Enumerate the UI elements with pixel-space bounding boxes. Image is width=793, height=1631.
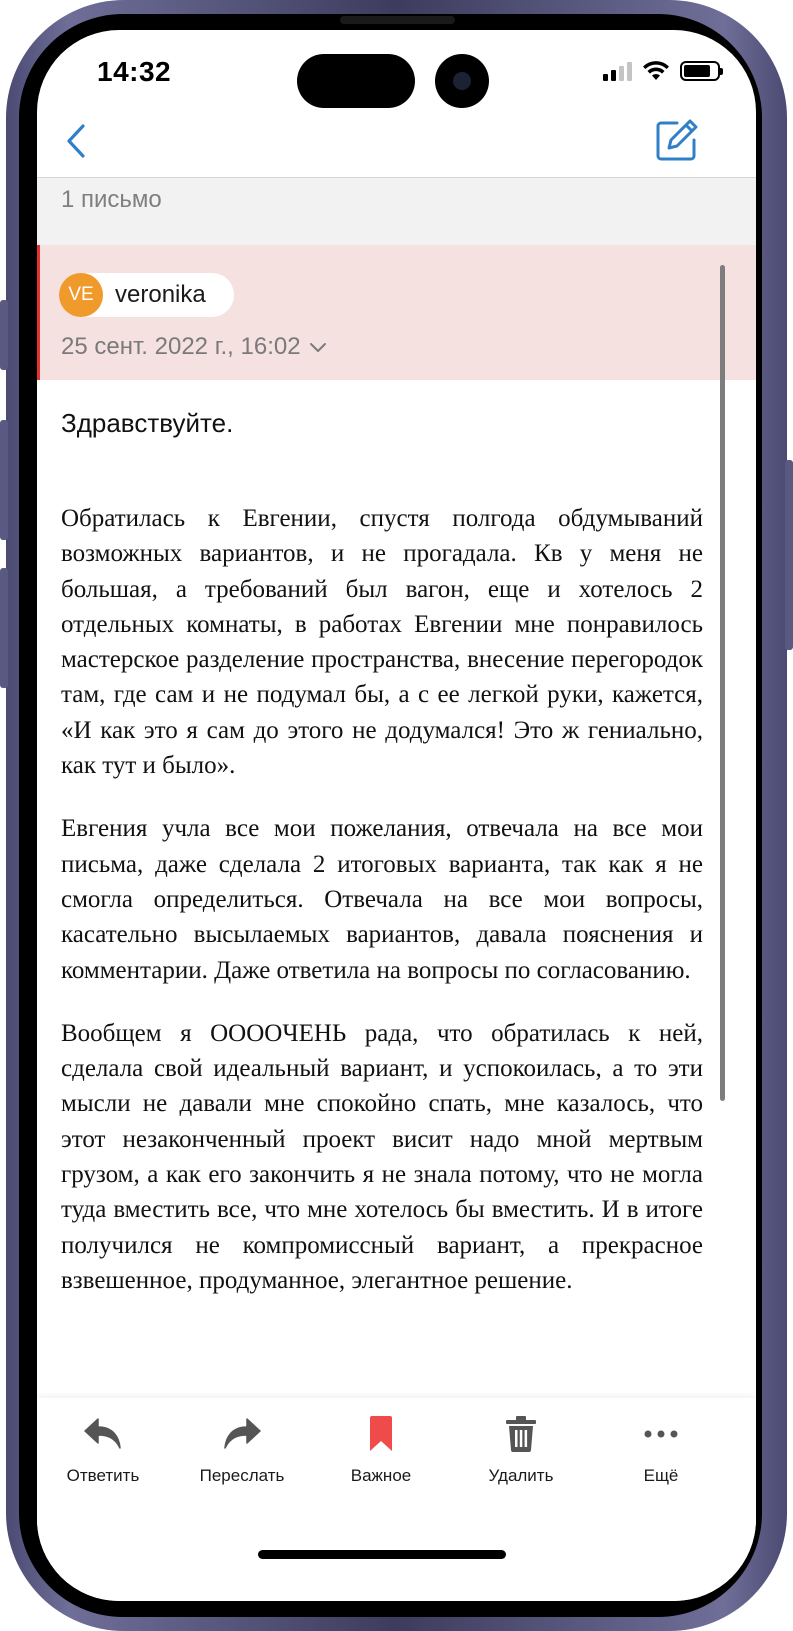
compose-icon xyxy=(655,118,699,162)
chevron-left-icon xyxy=(61,118,91,164)
front-camera xyxy=(435,54,489,108)
more-label: Ещё xyxy=(643,1466,679,1485)
action-button xyxy=(0,300,8,370)
reply-icon xyxy=(83,1417,123,1451)
delete-button[interactable] xyxy=(451,1412,591,1486)
body-paragraph: Вообщем я ОООOЧЕНЬ рада, что обратилась к ней, сделала свой идеальный вариант, и успокоилась, а то эти мысли не давали мне спокойно спать, мне казалось, что этот незаконченный проект висит надо мной мертвым грузом, а как его закончить я не знала потому, что не могла туда вместить все, что мне хотелось бы вместить. И в итоге получился не компромиссный вариант, а прекрасное взвешенное, продуманное, элегантное решение. xyxy=(61,1019,703,1294)
reply-button[interactable] xyxy=(37,1412,173,1486)
sender-chip[interactable] xyxy=(59,273,234,317)
sender-name: veronika xyxy=(115,281,206,308)
back-button[interactable] xyxy=(61,118,91,164)
forward-label: Переслать xyxy=(199,1466,285,1485)
message-header xyxy=(37,245,756,380)
status-time: 14:32 xyxy=(97,56,172,87)
greeting: Здравствуйте. xyxy=(61,408,234,438)
header-accent-bar xyxy=(37,245,40,380)
thread-count-row xyxy=(37,178,756,245)
wifi-icon xyxy=(642,60,670,82)
body-paragraph: Евгения учла все мои пожелания, отвечала на все мои письма, даже сделала 2 итоговых варианта, так как я не смогла определиться. Отвечала на все мои вопросы, касательно высылаемых вариантов, давала пояснения и комментарии. Даже ответила на вопросы по согласованию. xyxy=(61,815,703,984)
compose-button[interactable] xyxy=(655,118,699,162)
forward-icon xyxy=(222,1417,262,1451)
volume-up-button xyxy=(0,420,8,540)
message-body xyxy=(61,380,703,1298)
status-icons xyxy=(603,58,720,84)
more-button[interactable] xyxy=(591,1412,731,1486)
important-button[interactable] xyxy=(311,1412,451,1486)
delete-label: Удалить xyxy=(488,1466,554,1485)
volume-down-button xyxy=(0,568,8,688)
cellular-signal-icon xyxy=(603,61,632,81)
message-date-text: 25 сент. 2022 г., 16:02 xyxy=(61,333,301,360)
message-date[interactable] xyxy=(61,333,327,361)
dynamic-island xyxy=(297,54,415,108)
home-indicator[interactable] xyxy=(258,1550,506,1559)
battery-icon xyxy=(680,61,720,81)
important-label: Важное xyxy=(350,1466,412,1485)
trash-icon xyxy=(505,1415,537,1453)
body-paragraph: Обратилась к Евгении, спустя полгода обдумываний возможных вариантов, и не прогадала. Кв у меня не большая, а требований был вагон, еще и хотелось 2 отдельных комнаты, в работах Евгении мне понравилось мастерское разделение пространства, внесение перегородок там, где сам и не подумал бы, а с ее легкой руки, кажется, «И как это я сам до этого не додумался! Это ж гениально, как тут и было». xyxy=(61,505,703,780)
chevron-down-icon xyxy=(309,341,327,353)
more-dots-icon xyxy=(644,1430,678,1438)
avatar: VE xyxy=(59,273,103,317)
message-count: 1 письмо xyxy=(61,186,162,213)
bottom-toolbar xyxy=(37,1398,756,1601)
power-button xyxy=(785,460,793,650)
reply-label: Ответить xyxy=(66,1466,140,1485)
forward-button[interactable] xyxy=(172,1412,312,1486)
scrollbar[interactable] xyxy=(720,265,725,1101)
speaker-grille xyxy=(340,16,455,24)
screen xyxy=(37,30,756,1601)
bookmark-icon xyxy=(367,1415,395,1453)
